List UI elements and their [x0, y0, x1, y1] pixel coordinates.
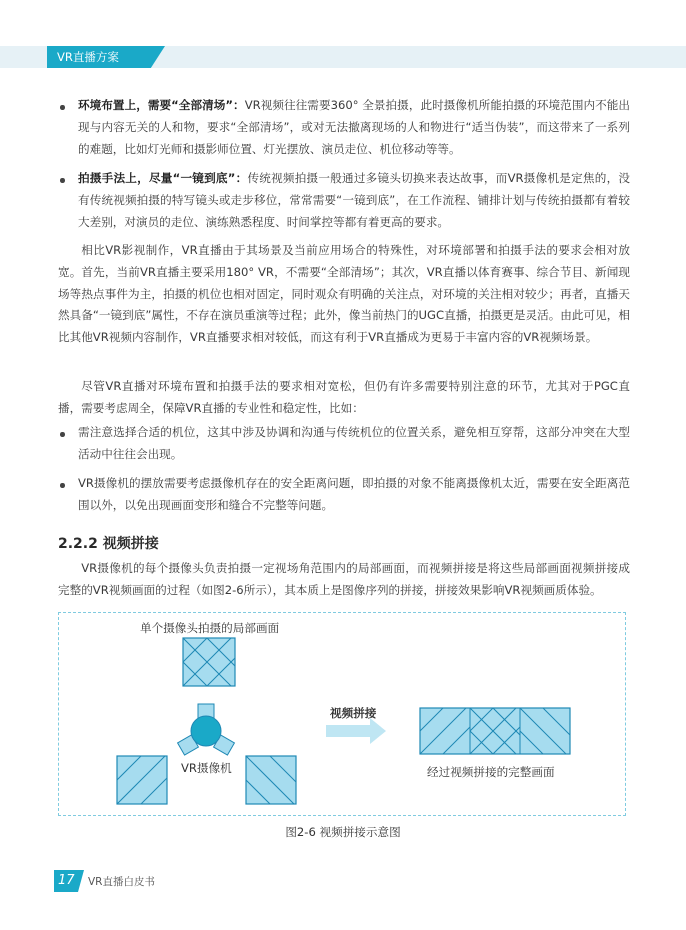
paragraph-comparison: 相比VR影视制作，VR直播由于其场景及当前应用场合的特殊性，对环境部署和拍摄手法的要求会相对放宽。首先，当前VR直播主要采用180° VR，不需要“全部清场”；其次，VR直播以体育赛事、综合节目、新闻现场等热点事件为主，拍摄的机位也相对固定，同时观众有明确的关注点，对环境的关注相对较少；再者，直播天然具备“一镜到底”属性，不存在演员重演等过程；此外，像当前热门的UGC直播，拍摄更是灵活。由此可见，相比其他VR视频内容制作，VR直播要求相对较低，而这有利于VR直播成为更易于丰富内容的VR视频场景。: [58, 243, 630, 345]
bullet-lead: 拍摄手法上，尽量“一镜到底”：: [78, 171, 248, 185]
figure-label-arrow: 视频拼接: [330, 706, 377, 720]
stitch-arrow-icon: [326, 718, 386, 744]
bullet-safety-distance: VR摄像机的摆放需要考虑摄像机存在的安全距离问题，即拍摄的对象不能离摄像机太近，需要在安全距离范围以外，以免出现画面变形和缝合不完整等问题。: [78, 476, 630, 512]
stitched-panorama: [420, 708, 570, 754]
figure-label-partial: 单个摄像头拍摄的局部画面: [140, 621, 280, 635]
header-title: VR直播方案: [57, 50, 119, 64]
section-title: 2.2.2 视频拼接: [58, 536, 159, 552]
partial-frame-left: [117, 756, 167, 804]
section-body: VR摄像机的每个摄像头负责拍摄一定视场角范围内的局部画面，而视频拼接是将这些局部画面视频拼接成完整的VR视频画面的过程（如图2-6所示），其本质上是图像序列的拼接，拼接效果影响VR视频画质体验。: [58, 561, 630, 597]
bullet-camera-position: 需注意选择合适的机位，这其中涉及协调和沟通与传统机位的位置关系，避免相互穿帮，这部分冲突在大型活动中往往会出现。: [78, 425, 630, 461]
bullet-body: 传统视频拍摄一般通过多镜头切换来表达故事，而VR摄像机是定焦的，没有传统视频拍摄的特写镜头或走步移位，常常需要“一镜到底”，在工作流程、铺排计划与传统拍摄都有着较大差别，对演员的走位、演练熟悉程度、时间掌控等都有着更高的要求。: [78, 171, 630, 229]
book-title: VR直播白皮书: [88, 876, 155, 888]
figure-label-result: 经过视频拼接的完整画面: [427, 765, 555, 779]
figure-caption: 图2-6 视频拼接示意图: [285, 825, 401, 839]
page-number: 17: [58, 873, 75, 888]
partial-frame-top: [183, 638, 235, 686]
bullet-lead: 环境布置上，需要“全部清场”：: [78, 98, 245, 112]
bullet-body: VR视频往往需要360° 全景拍摄，此时摄像机所能拍摄的环境范围内不能出现与内容无关的人和物，要求“全部清场”，或对无法撤离现场的人和物进行“适当伪装”，而这带来了一系列的难题，比如灯光师和摄影师位置、灯光摆放、演员走位、机位移动等等。: [78, 98, 630, 156]
vr-camera-icon: [178, 704, 235, 755]
paragraph-pgc: 尽管VR直播对环境布置和拍摄手法的要求相对宽松，但仍有许多需要特别注意的环节，尤其对于PGC直播，需要考虑周全，保障VR直播的专业性和稳定性，比如：: [58, 379, 630, 415]
partial-frame-right: [246, 756, 296, 804]
figure-label-camera: VR摄像机: [181, 761, 232, 775]
